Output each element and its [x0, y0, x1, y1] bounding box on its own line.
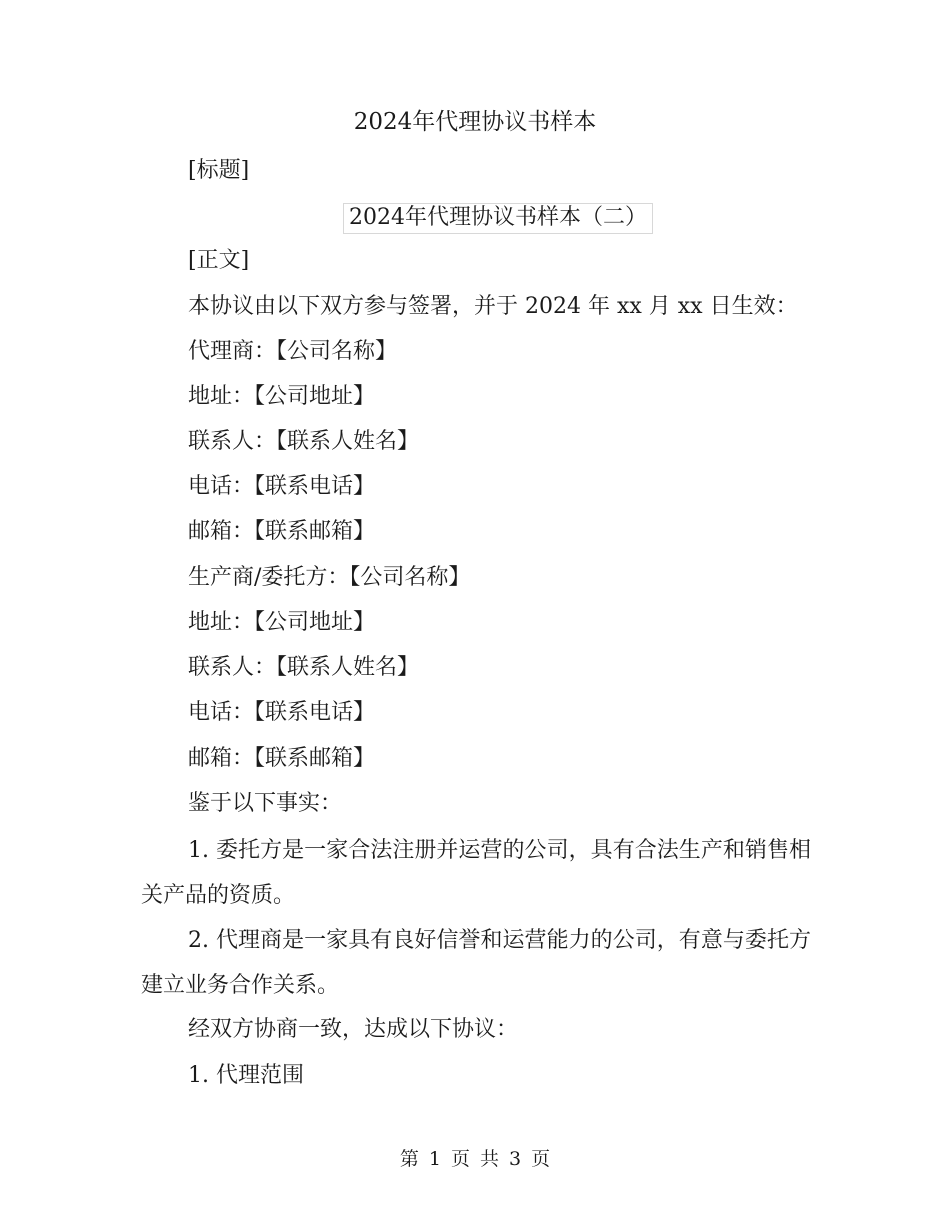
- document-title: 2024年代理协议书样本: [353, 109, 597, 135]
- recital-2: 2. 代理商是一家具有良好信誉和运营能力的公司，有意与委托方建立业务合作关系。: [141, 928, 811, 998]
- principal-contact: 联系人：【联系人姓名】: [188, 655, 420, 680]
- principal-email: 邮箱：【联系邮箱】: [188, 746, 376, 771]
- intro-text: 本协议由以下双方参与签署，并于 2024 年 xx 月 xx 日生效：: [188, 294, 798, 319]
- document-subtitle: 2024年代理协议书样本（二）: [343, 203, 653, 234]
- heading-tag: [标题]: [188, 158, 250, 183]
- recital-1: 1. 委托方是一家合法注册并运营的公司，具有合法生产和销售相关产品的资质。: [141, 838, 811, 908]
- clause-1-heading: 1. 代理范围: [188, 1063, 304, 1088]
- principal-name: 生产商/委托方：【公司名称】: [188, 565, 471, 590]
- agent-name: 代理商：【公司名称】: [188, 339, 398, 364]
- recitals-heading: 鉴于以下事实：: [188, 791, 343, 816]
- body-tag: [正文]: [188, 248, 250, 273]
- principal-address: 地址：【公司地址】: [188, 610, 376, 635]
- agreement-intro: 经双方协商一致，达成以下协议：: [188, 1017, 519, 1042]
- agent-contact: 联系人：【联系人姓名】: [188, 429, 420, 454]
- page-footer: 第 1 页 共 3 页: [399, 1148, 551, 1170]
- agent-phone: 电话：【联系电话】: [188, 474, 376, 499]
- agent-address: 地址：【公司地址】: [188, 384, 376, 409]
- agent-email: 邮箱：【联系邮箱】: [188, 519, 376, 544]
- principal-phone: 电话：【联系电话】: [188, 700, 376, 725]
